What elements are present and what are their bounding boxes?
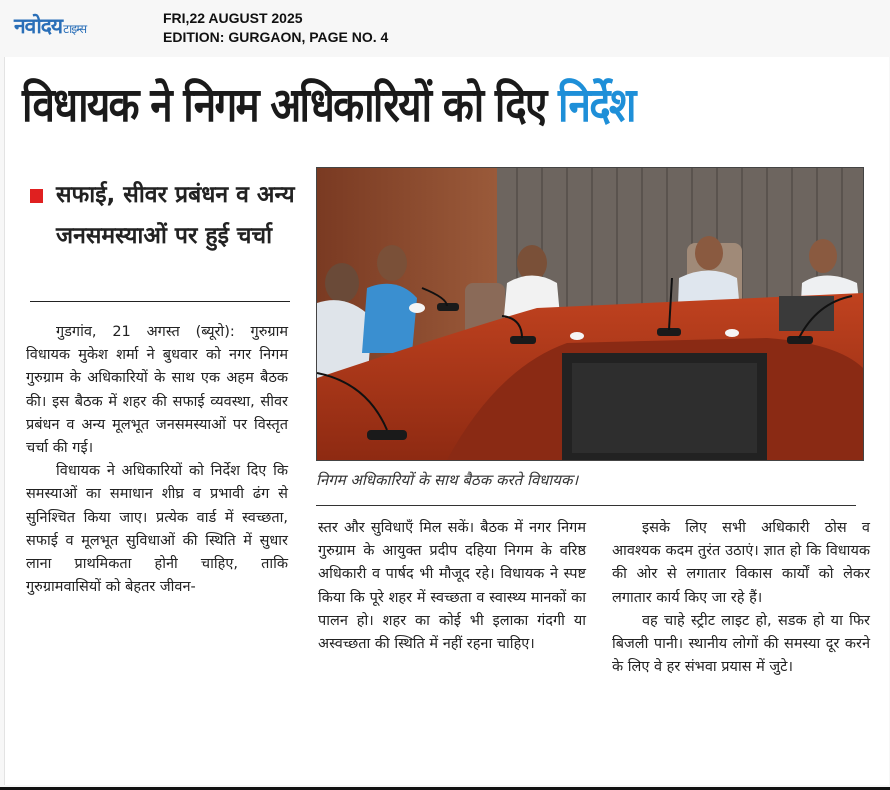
- article-column-3: [612, 517, 870, 679]
- article-column-2: [318, 517, 586, 656]
- masthead: [0, 0, 890, 54]
- paragraph: गुडगांव, 21 अगस्त (ब्यूरो): गुरुग्राम विधायक मुकेश शर्मा ने बुधवार को नगर निगम गुरुग्राम के अधिकारियों के साथ एक अहम बैठक की। इस बैठक में शहर की सफाई व्यवस्था, सीवर प्रबंधन व अन्य मूलभूत जनसमस्याओं पर विस्तृत चर्चा की गई।: [26, 324, 288, 457]
- newspaper-logo: [14, 12, 86, 40]
- caption-divider: [316, 505, 856, 506]
- photo-caption: निगम अधिकारियों के साथ बैठक करते विधायक।: [316, 471, 579, 489]
- logo-sub-text: टाइम्स: [63, 22, 87, 36]
- date-line: FRI,22 AUGUST 2025: [163, 10, 303, 26]
- red-square-bullet-icon: [30, 189, 43, 203]
- paragraph: वह चाहे स्ट्रीट लाइट हो, सडक हो या फिर बिजली पानी। स्थानीय लोगों की समस्या दूर करने के लिए वे हर संभवा प्रयास में जुटे।: [612, 612, 870, 676]
- paragraph: स्तर और सुविधाएँ मिल सकें। बैठक में नगर निगम गुरुग्राम के आयुक्त प्रदीप दहिया निगम के वरिष्ठ अधिकारी व पार्षद भी मौजूद रहे। विधायक ने स्पष्ट किया कि पूरे शहर में स्वच्छता व स्वास्थ्य मानकों का पालन हो। शहर का कोई भी इलाका गंदगी या अस्वच्छता की स्थिति में नहीं रहना चाहिए।: [318, 520, 586, 653]
- article-column-1: [26, 321, 288, 599]
- edition-line: EDITION: GURGAON, PAGE NO. 4: [163, 29, 389, 45]
- headline-main: विधायक ने निगम अधिकारियों को दिए: [22, 78, 546, 133]
- headline-accent: निर्देश: [558, 78, 635, 133]
- meeting-photo-illustration: [317, 168, 863, 460]
- subheadline-divider: [30, 301, 290, 302]
- logo-main-text: नवोदय: [14, 13, 63, 38]
- subheadline: सफाई, सीवर प्रबंधन व अन्य जनसमस्याओं पर हुई चर्चा: [56, 182, 295, 249]
- edition-info: [163, 9, 388, 47]
- paragraph: विधायक ने अधिकारियों को निर्देश दिए कि समस्याओं का समाधान शीघ्र व प्रभावी ढंग से सुनिश्चित किया जाए। प्रत्येक वार्ड में स्वच्छता, सफाई व मूलभूत सुविधाओं की स्थिति में सुधार लाना प्राथमिकता होनी चाहिए, ताकि गुरुग्रामवासियों को बेहतर जीवन-: [26, 463, 288, 596]
- paragraph: इसके लिए सभी अधिकारी ठोस व आवश्यक कदम तुरंत उठाएं। ज्ञात हो कि विधायक की ओर से लगातार विकास कार्यों को लेकर लगातार कार्य किए जा रहे हैं।: [612, 520, 870, 606]
- meeting-photo: [316, 167, 864, 461]
- headline: [22, 74, 762, 138]
